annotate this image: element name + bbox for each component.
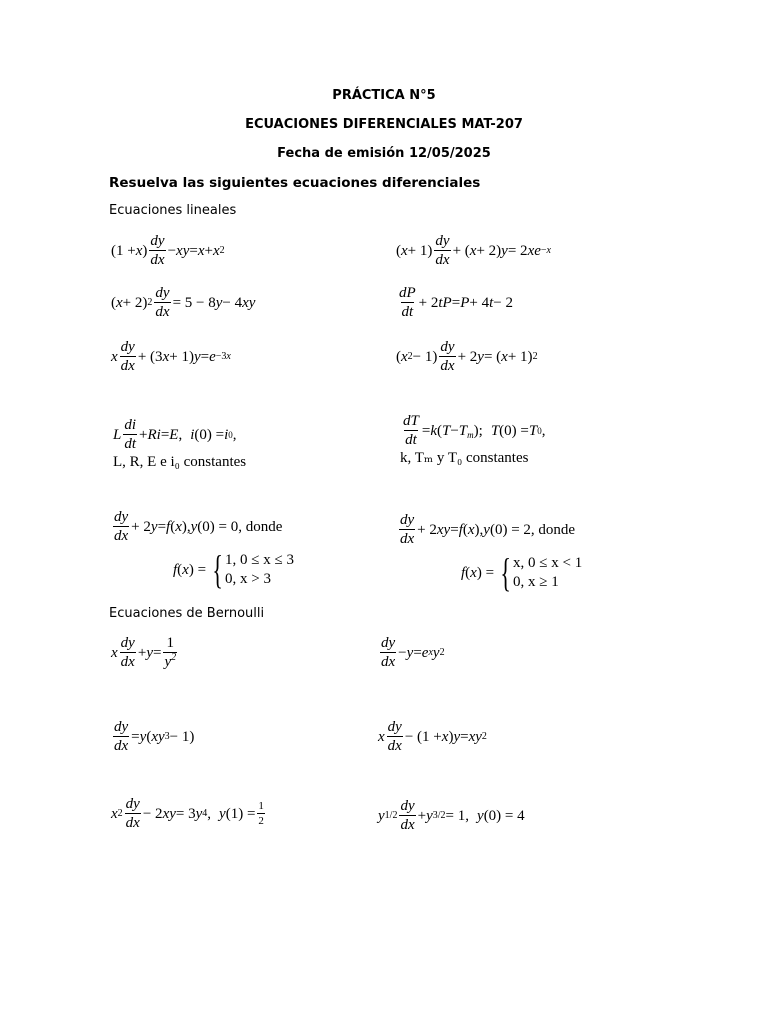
piecewise-1-case-2: 0, x > 3 <box>225 571 271 587</box>
equation-linear-2: ( x + 1) $\frac{dy}{dx}$ + ( x + 2) y = 2 xe −x <box>396 233 551 268</box>
equation-linear-1: (1 + x ) $\frac{dy}{dx}$ − xy = x + x 2 <box>111 233 225 268</box>
course-title: ECUACIONES DIFERENCIALES MAT-207 <box>245 117 523 132</box>
equation-bernoulli-3: $\frac{dy}{dx}$ = y ( xy 3 − 1) <box>114 719 195 754</box>
section-bernoulli-title: Ecuaciones de Bernoulli <box>109 606 265 621</box>
constants-note-2: k, Tₘ y T₀ constantes <box>400 450 529 466</box>
equation-bernoulli-5: x 2 $\frac{dy}{dx}$ − 2 xy = 3 y 4 , y (1) = $\frac{1}{2}$ <box>111 796 264 831</box>
equation-bernoulli-4: x $\frac{dy}{dx}$ − (1 + x ) y = xy 2 <box>378 719 487 754</box>
equation-linear-5: x $\frac{dy}{dx}$ + (3 x + 1) y = e −3x <box>111 339 231 374</box>
equation-bernoulli-2: $\frac{dy}{dx}$ − y = e x y 2 <box>381 635 445 670</box>
donde-label-2: donde <box>538 521 576 538</box>
equation-linear-6: ( x 2 − 1) $\frac{dy}{dx}$ + 2 y = ( x + 1) 2 <box>396 339 538 374</box>
section-linear-title: Ecuaciones lineales <box>109 203 237 218</box>
piecewise-2-case-1: x, 0 ≤ x < 1 <box>513 555 583 571</box>
donde-label-1: donde <box>245 518 283 535</box>
equation-bernoulli-1: x $\frac{dy}{dx}$ + y = $\frac{1}{y^2}$ <box>111 635 177 670</box>
piecewise-1-case-1: 1, 0 ≤ x ≤ 3 <box>225 552 294 568</box>
equation-linear-3: ( x + 2) 2 $\frac{dy}{dx}$ = 5 − 8 y − 4 xy <box>111 285 256 320</box>
equation-linear-9: $\frac{dy}{dx}$ + 2 y = f ( x ), y (0) = 0, donde f ( x ) = { 1, 0 ≤ x ≤ 3 0, x > 3 <box>114 509 294 592</box>
instruction-text: Resuelva las siguientes ecuaciones diferenciales <box>109 175 481 191</box>
equation-linear-10: $\frac{dy}{dx}$ + 2 xy = f ( x ), y (0) = 2, donde f ( x ) = { x, 0 ≤ x < 1 0, x ≥ 1 <box>400 512 583 595</box>
practice-title: PRÁCTICA N°5 <box>332 88 436 103</box>
equation-linear-7: L $\frac{di}{dt}$ + Ri = E , i (0) = i 0 , L, R, E e i₀ constantes <box>113 417 247 470</box>
equation-bernoulli-6: y 1/2 $\frac{dy}{dx}$ + y 3/2 = 1, y (0) = 4 <box>378 798 525 833</box>
constants-note-1: L, R, E e i₀ constantes <box>113 454 247 470</box>
equation-linear-8: $\frac{dT}{dt}$ = k ( T − $T_m$ ); T (0) = T 0 , k, Tₘ y T₀ constantes <box>400 413 546 466</box>
piecewise-2-case-2: 0, x ≥ 1 <box>513 574 559 590</box>
issue-date: Fecha de emisión 12/05/2025 <box>277 146 491 161</box>
equation-linear-4: $\frac{dP}{dt}$ + 2 tP = P + 4 t − 2 <box>399 285 513 320</box>
